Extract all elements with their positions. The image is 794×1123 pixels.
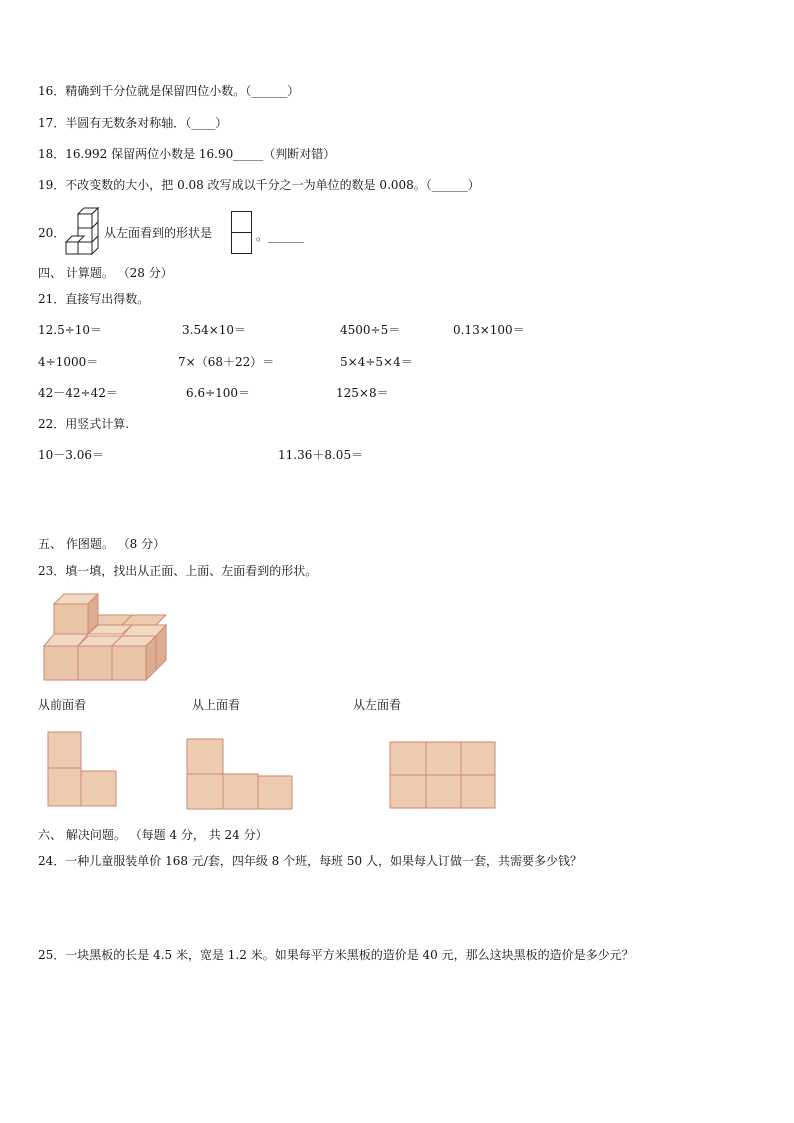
question-18: 18．16.992 保留两位小数是 16.90_____（判断对错） [38, 147, 336, 161]
question-22: 22．用竖式计算. [38, 417, 130, 431]
question-20-blank: 。______ [256, 229, 305, 243]
q23-cube-arrangement-figure [44, 592, 170, 682]
question-17: 17．半圆有无数条对称轴．（____） [38, 116, 228, 130]
question-23: 23．填一填，找出从正面、上面、左面看到的形状。 [38, 564, 318, 578]
question-16: 16．精确到千分位就是保留四位小数。（______） [38, 84, 300, 98]
question-24: 24．一种儿童服装单价 168 元/套，四年级 8 个班，每班 50 人，如果每人订做一套，共需要多少钱？ [38, 854, 583, 868]
calc-item: 125×8＝ [336, 386, 389, 400]
left-view-figure [389, 741, 497, 811]
calc-item: 10－3.06＝ [38, 448, 104, 462]
calc-item: 3.54×10＝ [182, 323, 247, 337]
calc-item: 11.36＋8.05＝ [278, 448, 364, 462]
section-6-heading: 六、 解决问题。 （每题 4 分， 共 24 分） [38, 828, 268, 842]
calc-item: 6.6÷100＝ [186, 386, 251, 400]
view-left-label: 从左面看 [353, 698, 402, 712]
section-5-heading: 五、 作图题。 （8 分） [38, 537, 166, 551]
calc-item: 12.5÷10＝ [38, 323, 103, 337]
q20-stacked-cubes-figure [66, 206, 102, 256]
question-20-text: 从左面看到的形状是 [104, 226, 213, 240]
question-21: 21．直接写出得数。 [38, 292, 150, 306]
calc-item: 42－42÷42＝ [38, 386, 118, 400]
section-4-heading: 四、 计算题。 （28 分） [38, 266, 173, 280]
question-25: 25．一块黑板的长是 4.5 米，宽是 1.2 米。如果每平方米黑板的造价是 40 元，那么这块黑板的造价是多少元？ [38, 948, 634, 962]
question-19: 19．不改变数的大小，把 0.08 改写成以千分之一为单位的数是 0.008。（______） [38, 178, 480, 192]
view-front-label: 从前面看 [38, 698, 87, 712]
calc-item: 0.13×100＝ [453, 323, 525, 337]
calc-item: 5×4÷5×4＝ [340, 355, 413, 369]
calc-item: 4÷1000＝ [38, 355, 99, 369]
q20-answer-shape-figure [231, 211, 253, 255]
front-view-figure [47, 731, 119, 809]
calc-item: 4500÷5＝ [340, 323, 401, 337]
question-20-number: 20． [38, 226, 66, 240]
top-view-figure [186, 738, 294, 812]
calc-item: 7×（68＋22）＝ [178, 355, 275, 369]
view-top-label: 从上面看 [192, 698, 241, 712]
